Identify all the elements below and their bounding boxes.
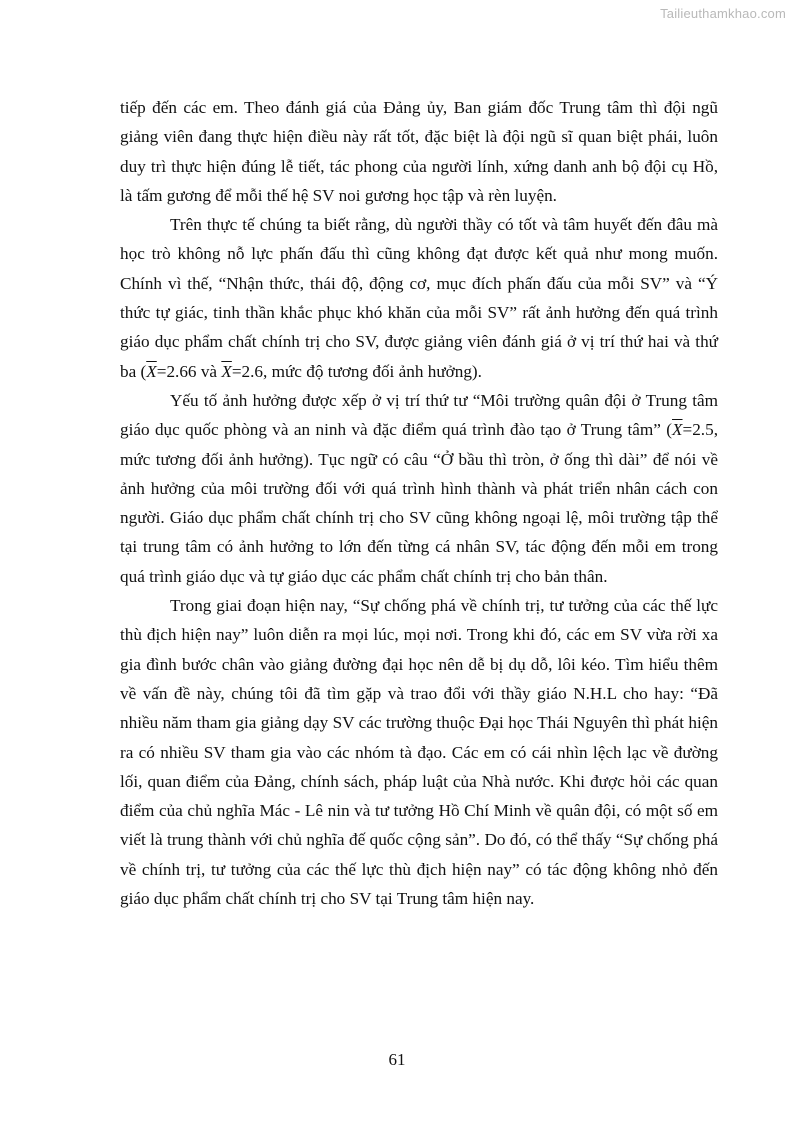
- paragraph-4: Trong giai đoạn hiện nay, “Sự chống phá về chính trị, tư tưởng của các thế lực thù địch hiện nay” luôn diễn ra mọi lúc, mọi nơi. Trong khi đó, các em SV vừa rời xa gia đình bước chân vào giảng đường đại học nên dễ bị dụ dỗ, lôi kéo. Tìm hiểu thêm về vấn đề này, chúng tôi đã tìm gặp và trao đổi với thầy giáo N.H.L cho hay: “Đã nhiều năm tham gia giảng dạy SV các trường thuộc Đại học Thái Nguyên thì phát hiện ra có nhiều SV tham gia vào các nhóm tà đạo. Các em có cái nhìn lệch lạc về đường lối, quan điểm của Đảng, chính sách, pháp luật của Nhà nước. Khi được hỏi các quan điểm của chủ nghĩa Mác - Lê nin và tư tưởng Hồ Chí Minh về quân đội, có một số em viết là trung thành với chủ nghĩa đế quốc cộng sản”. Do đó, có thể thấy “Sự chống phá về chính trị, tư tưởng của các thế lực thù địch hiện nay” có tác động không nhỏ đến giáo dục phẩm chất chính trị cho SV tại Trung tâm hiện nay.: [120, 596, 718, 909]
- paragraph-2-text: Trên thực tế chúng ta biết rằng, dù người thầy có tốt và tâm huyết đến đâu mà học trò không nỗ lực phấn đấu thì cũng không đạt được kết quả như mong muốn. Chính vì thế, “Nhận thức, thái độ, động cơ, mục đích phấn đấu của mỗi SV” và “Ý thức tự giác, tinh thần khắc phục khó khăn của mỗi SV” rất ảnh hưởng đến quá trình giáo dục phẩm chất chính trị cho SV, được giảng viên đánh giá ở vị trí thứ hai và thứ ba (: [120, 215, 718, 381]
- paragraph-1: tiếp đến các em. Theo đánh giá của Đảng ủy, Ban giám đốc Trung tâm thì đội ngũ giảng viên đang thực hiện điều này rất tốt, đặc biệt là đội ngũ sĩ quan biệt phái, luôn duy trì thực hiện đúng lễ tiết, tác phong của người lính, xứng danh anh bộ đội cụ Hồ, là tấm gương để mỗi thế hệ SV noi gương học tập và rèn luyện.: [120, 98, 718, 205]
- mean-symbol: $\overline{X}$: [221, 361, 232, 381]
- mean-value-1: =2.66 và: [156, 361, 222, 381]
- paragraph-3-text: Yếu tố ảnh hưởng được xếp ở vị trí thứ tư “Môi trường quân đội ở Trung tâm giáo dục quốc phòng và an ninh và đặc điểm quá trình đào tạo ở Trung tâm” (: [120, 390, 718, 440]
- document-body: [120, 93, 718, 913]
- paragraph-3: [120, 386, 718, 591]
- mean-symbol: $\overline{X}$: [672, 420, 683, 440]
- paragraph-3-text-after: =2.5, mức tương đối ảnh hưởng). Tục ngữ có câu “Ở bầu thì tròn, ở ống thì dài” để nói về ảnh hưởng của môi trường đối với quá trình hình thành và phát triển nhân cách con người. Giáo dục phẩm chất chính trị cho SV cũng không ngoại lệ, môi trường tập thể tại trung tâm có ảnh hưởng to lớn đến từng cá nhân SV, tác động đến mỗi em trong quá trình giáo dục và tự giáo dục các phẩm chất chính trị cho bản thân.: [120, 420, 718, 586]
- mean-value-2: =2.6, mức độ tương đối ảnh hưởng).: [231, 361, 482, 381]
- watermark: Tailieuthamkhao.com: [660, 6, 786, 21]
- page-number: 61: [388, 1050, 406, 1069]
- mean-symbol: $\overline{X}$: [146, 361, 157, 381]
- paragraph-2: [120, 210, 718, 386]
